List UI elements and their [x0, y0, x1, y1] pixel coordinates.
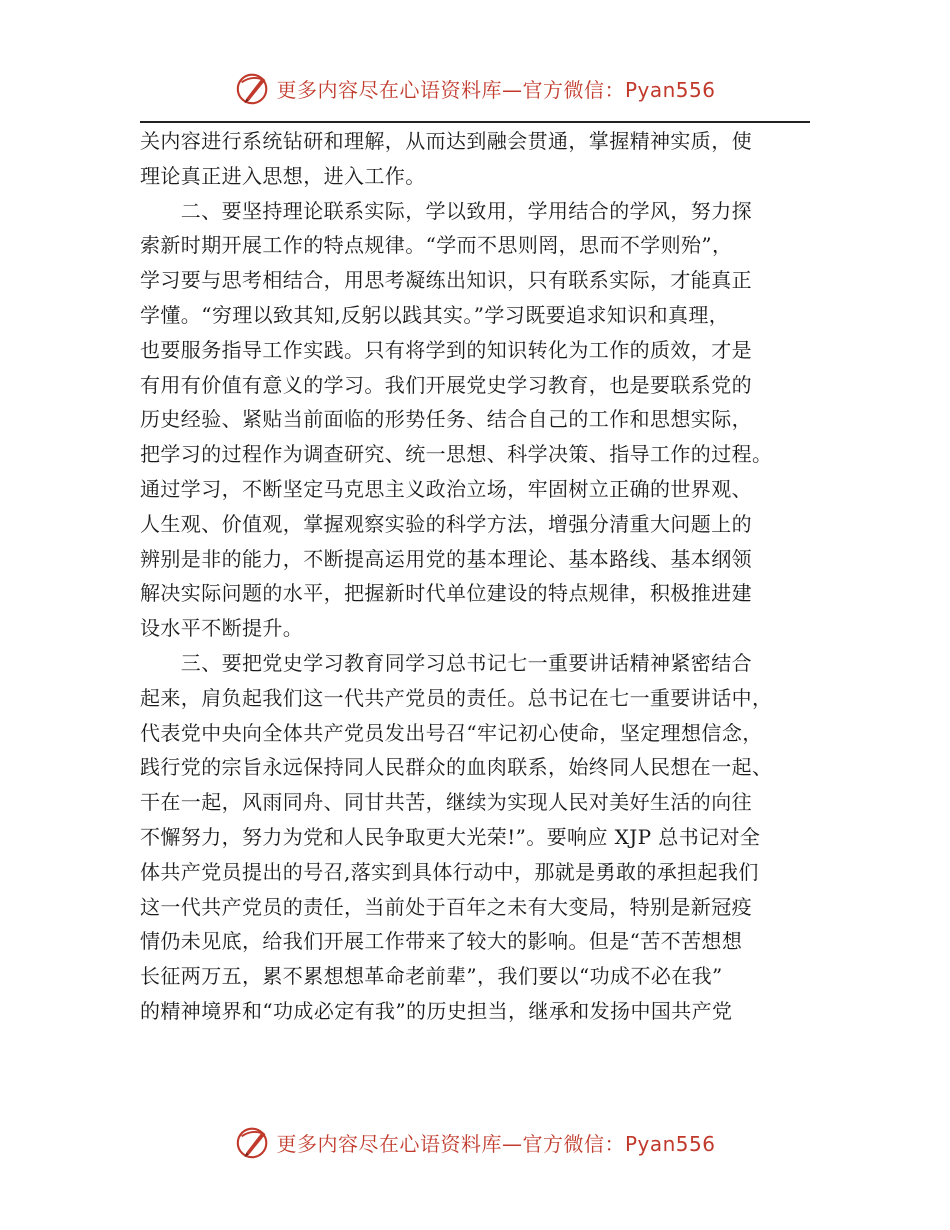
pen-logo-icon: [234, 69, 272, 107]
header-banner-text: 更多内容尽在心语资料库—官方微信：Pyan556: [276, 77, 716, 102]
text-line: 起来，肩负起我们这一代共产党员的责任。总书记在七一重要讲话中，: [140, 685, 773, 710]
text-line: 长征两万五，累不累想想革命老前辈”，我们要以“功成不必在我”: [140, 964, 723, 989]
text-line: 情仍未见底，给我们开展工作带来了较大的影响。但是“苦不苦想想: [140, 929, 743, 954]
text-line: 学习要与思考相结合，用思考凝练出知识，只有联系实际，才能真正: [140, 268, 752, 293]
footer-banner-text: 更多内容尽在心语资料库—官方微信：Pyan556: [276, 1131, 716, 1156]
text-line: 学懂。“穷理以致其知,反躬以践其实。”学习既要追求知识和真理，: [140, 302, 730, 327]
text-line: 有用有价值有意义的学习。我们开展党史学习教育，也是要联系党的: [140, 372, 752, 397]
document-body: [140, 124, 820, 1029]
text-line: 设水平不断提升。: [140, 616, 304, 641]
header-divider: [140, 121, 810, 123]
text-line: 人生观、价值观，掌握观察实验的科学方法，增强分清重大问题上的: [140, 511, 752, 536]
text-line: 也要服务指导工作实践。只有将学到的知识转化为工作的质效，才是: [140, 337, 752, 362]
text-line: 这一代共产党员的责任，当前处于百年之未有大变局，特别是新冠疫: [140, 894, 752, 919]
text-line: 理论真正进入思想，进入工作。: [140, 163, 426, 188]
text-line: 辨别是非的能力，不断提高运用党的基本理论、基本路线、基本纲领: [140, 546, 752, 571]
text-line: 索新时期开展工作的特点规律。“学而不思则罔，思而不学则殆”，: [140, 233, 733, 258]
header-banner: [0, 68, 950, 108]
text-line: 三、要把党史学习教育同学习总书记七一重要讲话精神紧密结合: [140, 650, 752, 675]
text-line: 历史经验、紧贴当前面临的形势任务、结合自己的工作和思想实际，: [140, 407, 752, 432]
text-line: 代表党中央向全体共产党员发出号召“牢记初心使命，坚定理想信念，: [140, 720, 763, 745]
text-line: 解决实际问题的水平，把握新时代单位建设的特点规律，积极推进建: [140, 581, 752, 606]
text-line: 干在一起，风雨同舟、同甘共苦，继续为实现人民对美好生活的向往: [140, 790, 752, 815]
text-line: 不懈努力，努力为党和人民争取更大光荣!”。要响应 XJP 总书记对全: [140, 824, 761, 849]
text-line: 体共产党员提出的号召,落实到具体行动中，那就是勇敢的承担起我们: [140, 859, 759, 884]
pen-logo-icon: [234, 1123, 272, 1161]
text-line: 的精神境界和“功成必定有我”的历史担当，继承和发扬中国共产党: [140, 998, 733, 1023]
text-line: 关内容进行系统钻研和理解，从而达到融会贯通，掌握精神实质，使: [140, 129, 752, 153]
text-line: 二、要坚持理论联系实际，学以致用，学用结合的学风，努力探: [140, 198, 752, 223]
text-line: 践行党的宗旨永远保持同人民群众的血肉联系，始终同人民想在一起、: [140, 755, 773, 780]
footer-banner: [0, 1122, 950, 1162]
text-line: 通过学习，不断坚定马克思主义政治立场，牢固树立正确的世界观、: [140, 476, 752, 501]
text-line: 把学习的过程作为调查研究、统一思想、科学决策、指导工作的过程。: [140, 442, 773, 467]
